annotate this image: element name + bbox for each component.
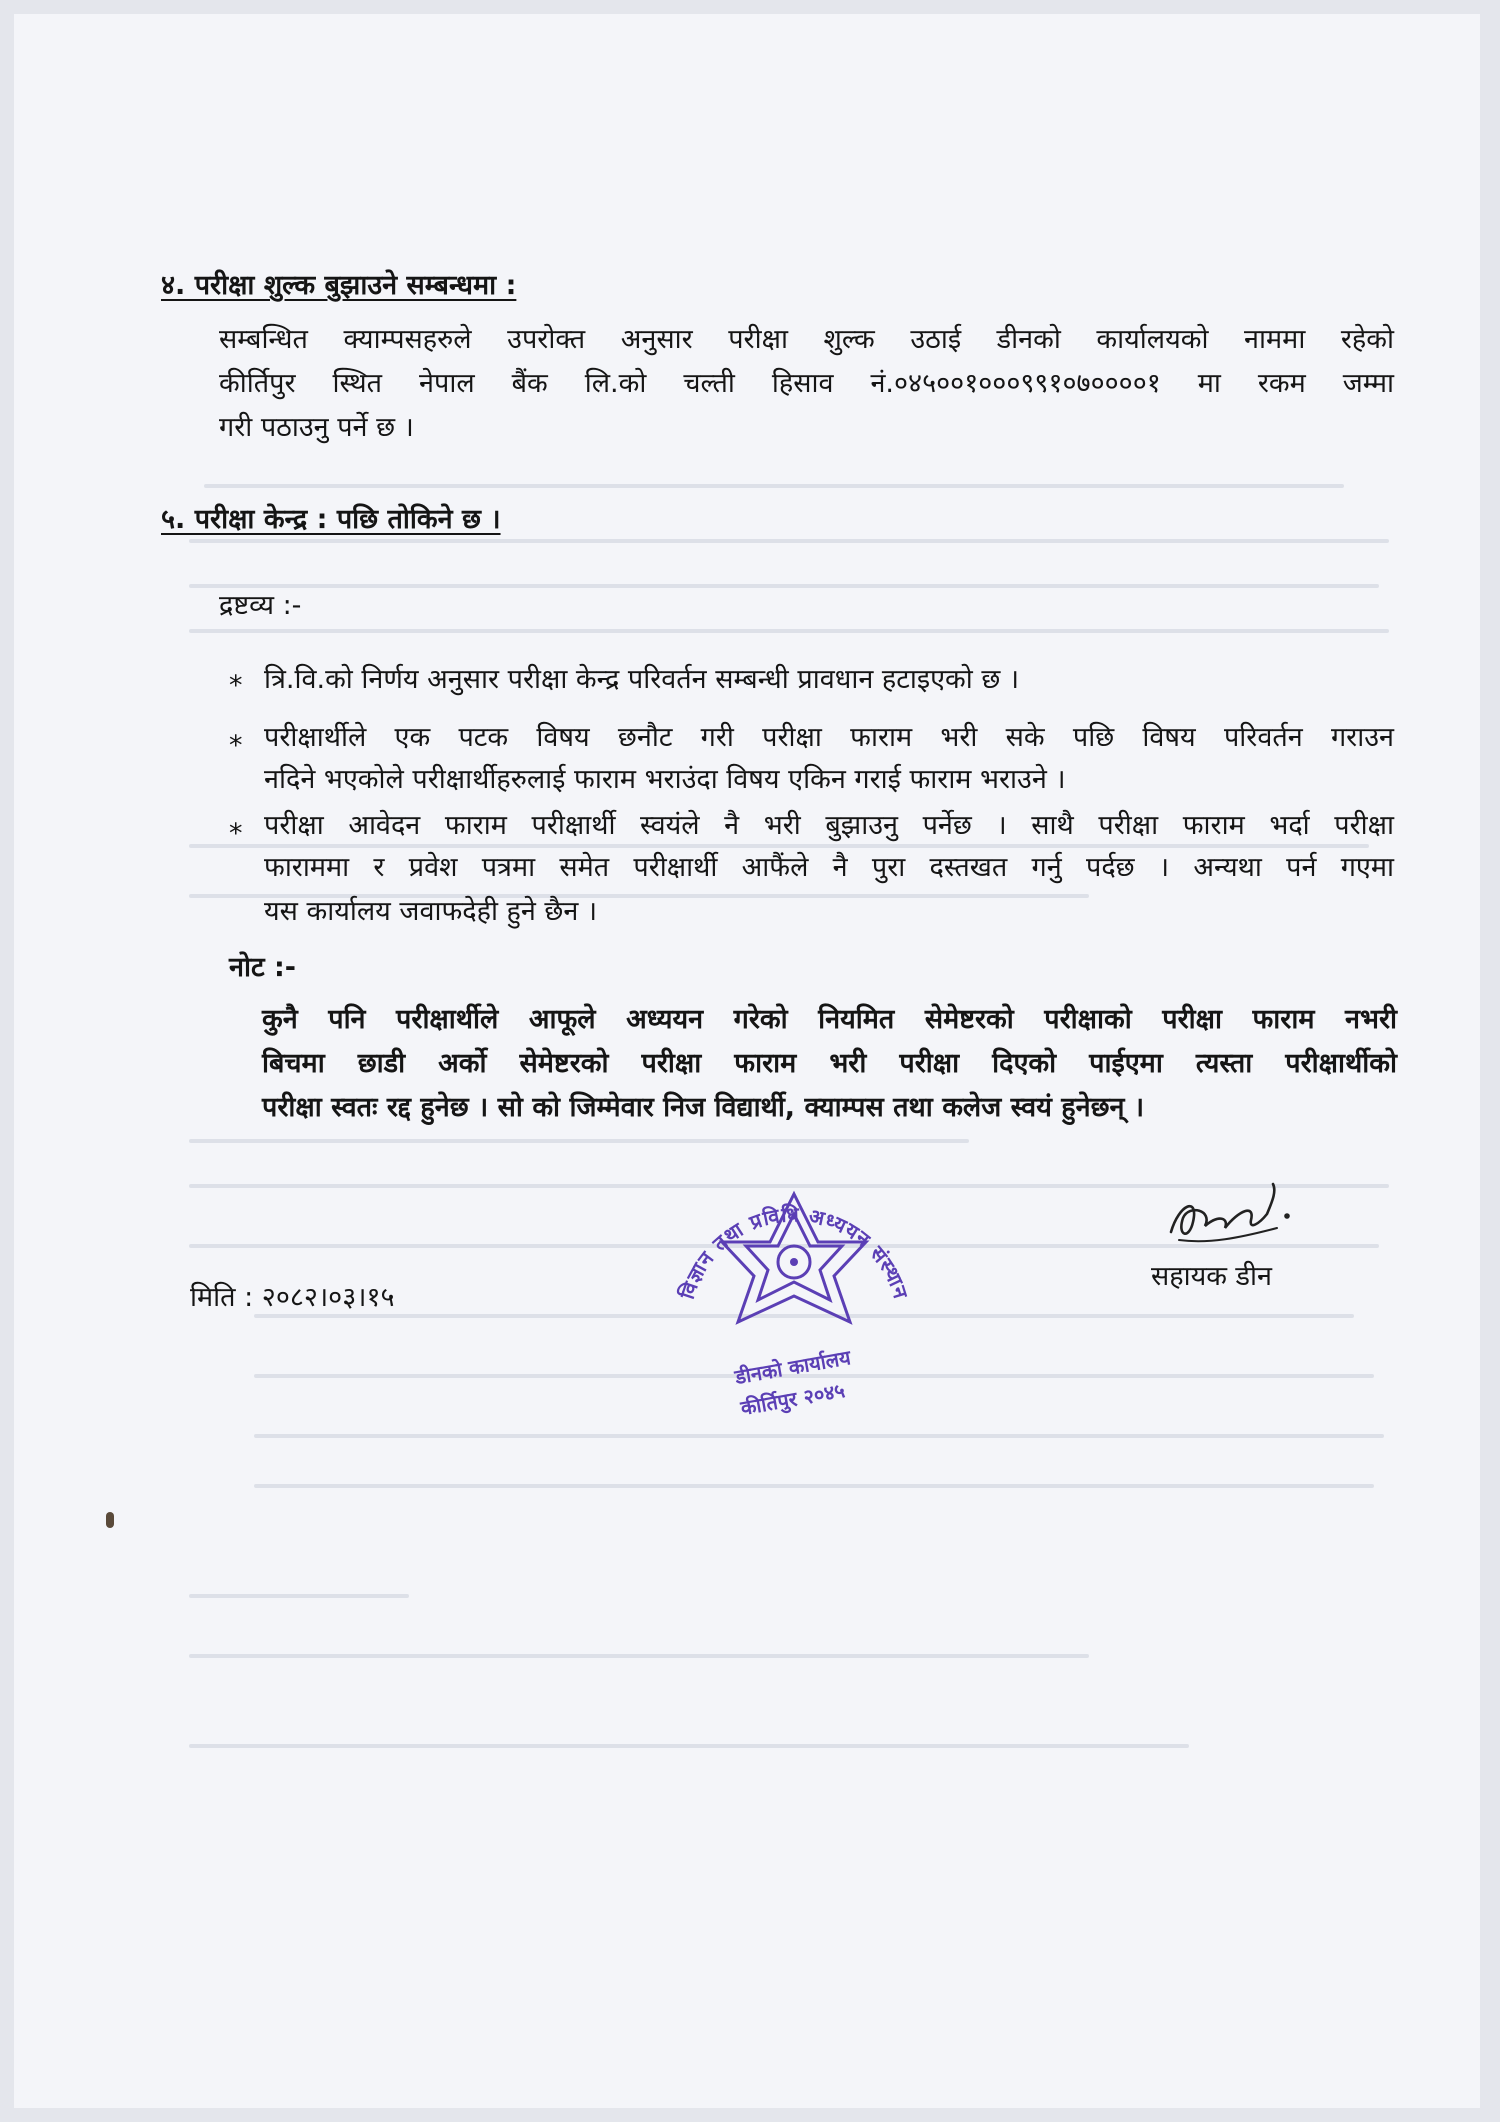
svg-text:विज्ञान तथा प्रविधि अध्ययन संस: [674, 1202, 913, 1303]
drashtavya-bullet-2: *: [229, 730, 243, 761]
drashtavya-item-1-line-1: त्रि.वि.को निर्णय अनुसार परीक्षा केन्द्र परिवर्तन सम्बन्धी प्रावधान हटाइएको छ ।: [264, 664, 1020, 695]
drashtavya-item-2-line-2: नदिने भएकोले परीक्षार्थीहरुलाई फाराम भराउंदा विषय एकिन गराई फाराम भराउने ।: [264, 764, 1066, 795]
date-label: मिति : २०८२।०३।१५: [190, 1282, 395, 1313]
drashtavya-bullet-1: *: [229, 670, 243, 701]
section-4-heading: [161, 266, 516, 306]
note-heading: नोट :-: [229, 952, 296, 983]
drashtavya-heading: द्रष्टव्य :-: [219, 590, 302, 621]
section-4-line-2: कीर्तिपुर स्थित नेपाल बैंक लि.को चल्ती हिसाव नं.०४५००१०००९९१०७००००१ मा रकम जम्मा: [219, 368, 1394, 399]
note-line-3: परीक्षा स्वतः रद्द हुनेछ । सो को जिम्मेवार निज विद्यार्थी, क्याम्पस तथा कलेज स्वयं हुनेछन् ।: [262, 1092, 1145, 1123]
section-5-heading-text: ५. परीक्षा केन्द्र : पछि तोकिने छ ।: [161, 504, 501, 535]
signature-image: [1159, 1174, 1319, 1254]
signatory-title: सहायक डीन: [1151, 1261, 1272, 1292]
section-4-heading-text: ४. परीक्षा शुल्क बुझाउने सम्बन्धमा :: [161, 270, 517, 301]
section-4-line-1: सम्बन्धित क्याम्पसहरुले उपरोक्त अनुसार परीक्षा शुल्क उठाई डीनको कार्यालयको नाममा रहेको: [219, 324, 1394, 355]
section-4-line-3: गरी पठाउनु पर्ने छ ।: [219, 412, 414, 443]
stamp-ring-text: विज्ञान तथा प्रविधि अध्ययन संस्थान: [674, 1202, 914, 1303]
note-line-2: बिचमा छाडी अर्को सेमेष्टरको परीक्षा फाराम भरी परीक्षा दिएको पाईएमा त्यस्ता परीक्षार्थीको: [262, 1048, 1397, 1079]
office-stamp: [654, 1184, 934, 1454]
stamp-inner-line-2: कीर्तिपुर २०४५: [738, 1378, 847, 1421]
ink-blot: [106, 1512, 114, 1528]
drashtavya-item-3-line-3: यस कार्यालय जवाफदेही हुने छैन ।: [264, 896, 598, 927]
drashtavya-item-2-line-1: परीक्षार्थीले एक पटक विषय छनौट गरी परीक्षा फाराम भरी सके पछि विषय परिवर्तन गराउन: [264, 722, 1394, 753]
drashtavya-bullet-3: *: [229, 818, 243, 849]
stamp-inner-line-1: डीनको कार्यालय: [733, 1345, 853, 1390]
section-5-heading: [161, 500, 501, 540]
drashtavya-item-3-line-2: फाराममा र प्रवेश पत्रमा समेत परीक्षार्थी आफैंले नै पुरा दस्तखत गर्नु पर्दछ । अन्यथा पर्न गएमा: [264, 852, 1394, 883]
note-line-1: कुनै पनि परीक्षार्थीले आफूले अध्ययन गरेको नियमित सेमेष्टरको परीक्षाको परीक्षा फाराम नभरी: [262, 1004, 1397, 1035]
document-page: [14, 14, 1480, 2108]
drashtavya-item-3-line-1: परीक्षा आवेदन फाराम परीक्षार्थी स्वयंले नै भरी बुझाउनु पर्नेछ । साथै परीक्षा फाराम भर्दा परीक्षा: [264, 810, 1394, 841]
